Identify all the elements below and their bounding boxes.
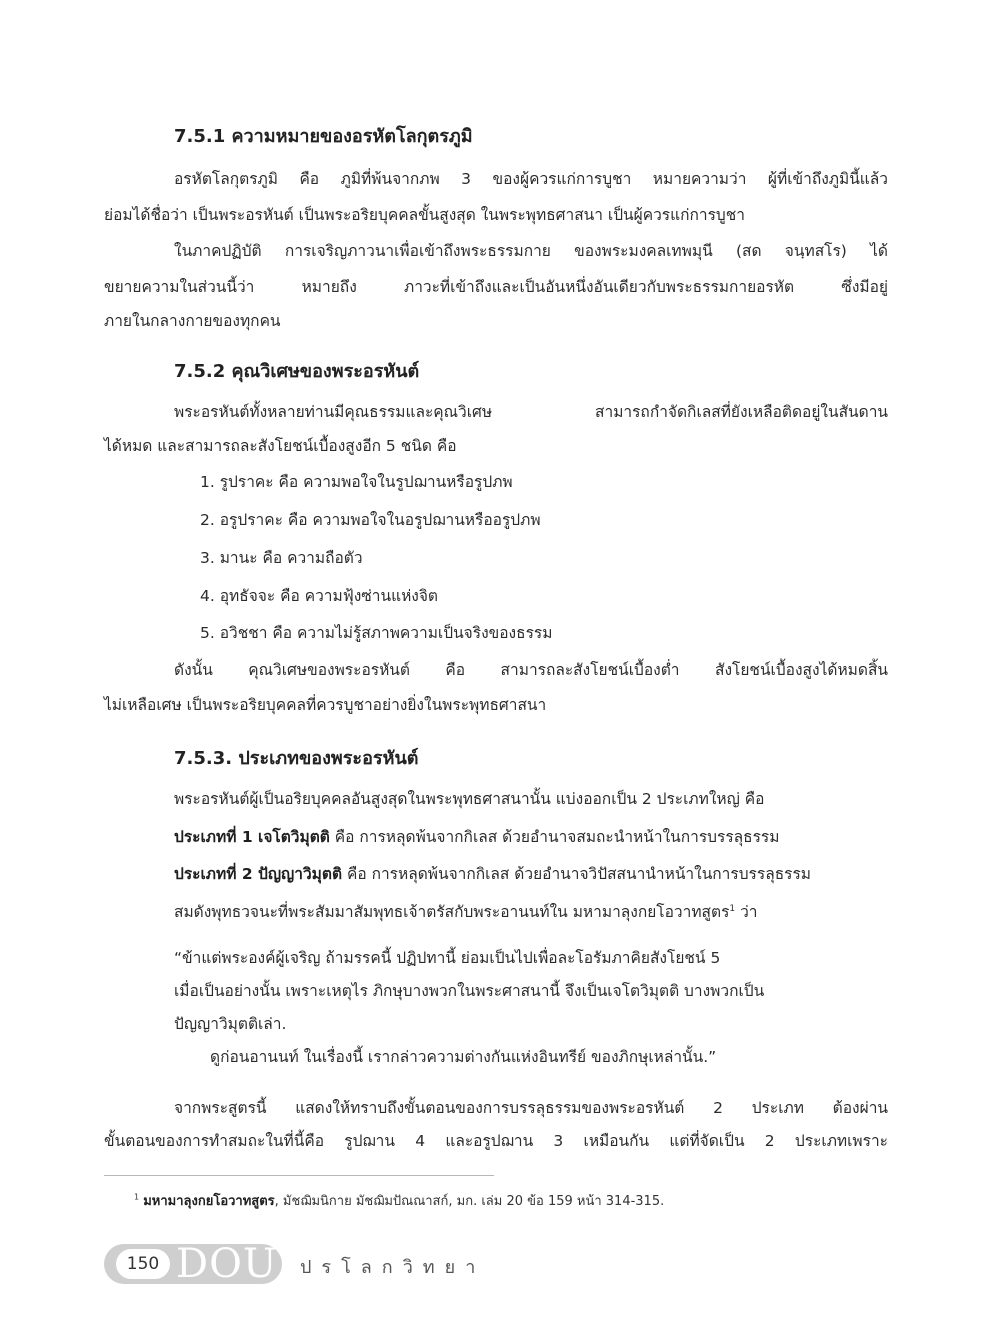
footnote-number: 1 <box>134 1192 140 1202</box>
footnote-marker: 1 <box>729 903 736 914</box>
reference-text: สมดังพุทธวจนะที่พระสัมมาสัมพุทธเจ้าตรัสกับพระอานนท์ใน มหามาลุงกยโอวาทสูตร <box>174 903 730 921</box>
paragraph-line: ขั้นตอนของการทำสมถะในที่นี้คือ รูปฌาน 4 และอรูปฌาน 3 เหมือนกัน แต่ที่จัดเป็น 2 ประเภทเพราะ <box>104 1132 888 1150</box>
quote-line: ดูก่อนอานนท์ ในเรื่องนี้ เรากล่าวความต่างกันแห่งอินทรีย์ ของภิกษุเหล่านั้น.” <box>210 1048 717 1066</box>
footnote <box>134 1192 664 1212</box>
section-heading-7-5-3: 7.5.3. ประเภทของพระอรหันต์ <box>174 748 419 769</box>
paragraph-line: ดังนั้น คุณวิเศษของพระอรหันต์ คือ สามารถละสังโยชน์เบื้องต่ำ สังโยชน์เบื้องสูงได้หมดสิ้น <box>174 661 888 679</box>
list-item: 3. มานะ คือ ความถือตัว <box>200 549 363 567</box>
quote-line: เมื่อเป็นอย่างนั้น เพราะเหตุไร ภิกษุบางพวกในพระศาสนานี้ จึงเป็นเจโตวิมุตติ บางพวกเป็น <box>174 982 765 1000</box>
list-item: 2. อรูปราคะ คือ ความพอใจในอรูปฌานหรืออรูปภพ <box>200 511 541 529</box>
reference-line <box>174 893 888 931</box>
section-heading-7-5-1: 7.5.1 ความหมายของอรหัตโลกุตรภูมิ <box>174 126 473 147</box>
paragraph-line: อรหัตโลกุตรภูมิ คือ ภูมิที่พ้นจากภพ 3 ของผู้ควรแก่การบูชา หมายความว่า ผู้ที่เข้าถึงภูมินี้แล้ว <box>174 170 888 188</box>
reference-tail: ว่า <box>735 903 758 921</box>
paragraph-line: ภายในกลางกายของทุกคน <box>104 312 281 330</box>
footnote-divider <box>104 1175 494 1176</box>
footnote-text: , มัชฌิมนิกาย มัชฌิมปัณณาสก์, มก. เล่ม 20 ข้อ 159 หน้า 314-315. <box>274 1194 665 1209</box>
section-heading-7-5-2: 7.5.2 คุณวิเศษของพระอรหันต์ <box>174 361 420 382</box>
paragraph-line: ในภาคปฏิบัติ การเจริญภาวนาเพื่อเข้าถึงพระธรรมกาย ของพระมงคลเทพมุนี (สด จนฺทสโร) ได้ <box>174 242 888 260</box>
paragraph-line: ไม่เหลือเศษ เป็นพระอริยบุคคลที่ควรบูชาอย่างยิ่งในพระพุทธศาสนา <box>104 696 547 714</box>
list-item: 4. อุทธัจจะ คือ ความฟุ้งซ่านแห่งจิต <box>200 587 439 605</box>
dou-logo: DOU <box>176 1241 278 1287</box>
paragraph-line: ย่อมได้ชื่อว่า เป็นพระอรหันต์ เป็นพระอริยบุคคลขั้นสูงสุด ในพระพุทธศาสนา เป็นผู้ควรแก่การบูชา <box>104 206 745 224</box>
type-2-definition <box>174 855 888 893</box>
paragraph-line: พระอรหันต์ผู้เป็นอริยบุคคลอันสูงสุดในพระพุทธศาสนานั้น แบ่งออกเป็น 2 ประเภทใหญ่ คือ <box>174 790 765 808</box>
quote-line: “ข้าแต่พระองค์ผู้เจริญ ถ้ามรรคนี้ ปฏิปทานี้ ย่อมเป็นไปเพื่อละโอรัมภาคิยสังโยชน์ 5 <box>174 949 721 967</box>
type-1-text: คือ การหลุดพ้นจากกิเลส ด้วยอำนาจสมถะนำหน้าในการบรรลุธรรม <box>329 828 780 846</box>
type-1-definition <box>174 818 888 856</box>
paragraph-line: ขยายความในส่วนนี้ว่า หมายถึง ภาวะที่เข้าถึงและเป็นอันหนึ่งอันเดียวกับพระธรรมกายอรหัต ซึ่งมีอยู่ <box>104 278 888 296</box>
list-item: 5. อวิชชา คือ ความไม่รู้สภาพความเป็นจริงของธรรม <box>200 624 553 642</box>
list-item: 1. รูปราคะ คือ ความพอใจในรูปฌานหรือรูปภพ <box>200 473 513 491</box>
footnote-title: มหามาลุงกยโอวาทสูตร <box>143 1194 275 1209</box>
type-1-label: ประเภทที่ 1 เจโตวิมุตติ <box>174 828 330 846</box>
page-number: 150 <box>116 1249 170 1279</box>
type-2-text: คือ การหลุดพ้นจากกิเลส ด้วยอำนาจวิปัสสนานำหน้าในการบรรลุธรรม <box>342 865 812 883</box>
page-footer <box>104 1238 604 1288</box>
paragraph-line: จากพระสูตรนี้ แสดงให้ทราบถึงขั้นตอนของการบรรลุธรรมของพระอรหันต์ 2 ประเภท ต้องผ่าน <box>174 1099 888 1117</box>
paragraph-line: ได้หมด และสามารถละสังโยชน์เบื้องสูงอีก 5 ชนิด คือ <box>104 437 457 455</box>
paragraph-line: พระอรหันต์ทั้งหลายท่านมีคุณธรรมและคุณวิเศษ สามารถกำจัดกิเลสที่ยังเหลือติดอยู่ในสันดาน <box>174 403 888 421</box>
type-2-label: ประเภทที่ 2 ปัญญาวิมุตติ <box>174 865 343 883</box>
quote-line: ปัญญาวิมุตติเล่า. <box>174 1015 287 1033</box>
running-title: ปรโลกวิทยา <box>300 1257 486 1278</box>
